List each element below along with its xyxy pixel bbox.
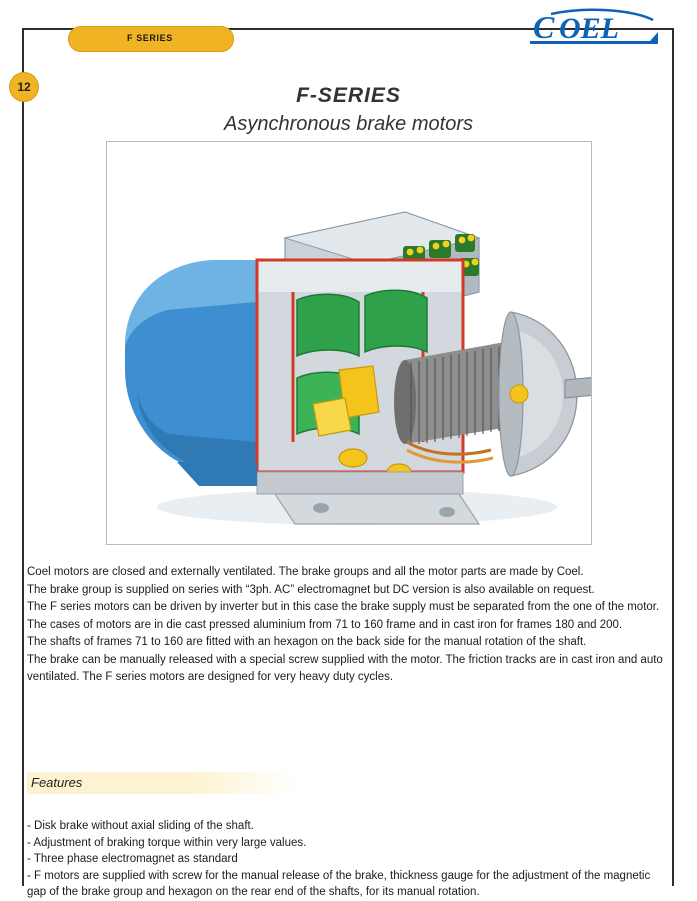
page-title: F-SERIES [296, 84, 401, 107]
page-number-label: 12 [17, 80, 31, 94]
description-paragraph-4: The cases of motors are in die cast pressed aluminium from 71 to 160 frame and in cast iron for frames 180 and 200. [27, 618, 623, 631]
description-text [27, 564, 667, 687]
features-heading-label: Features [31, 775, 83, 790]
features-item-1: - Disk brake without axial sliding of the shaft. [27, 820, 254, 832]
motor-cutaway-illustration [107, 142, 591, 544]
features-item-3: - Three phase electromagnet as standard [27, 853, 238, 865]
page-subtitle: Asynchronous brake motors [223, 113, 473, 135]
page-border-right [672, 28, 674, 886]
description-paragraph-1: Coel motors are closed and externally ventilated. The brake groups and all the motor parts are made by Coel. [27, 566, 584, 578]
coel-logo [525, 8, 675, 52]
series-tab [68, 26, 234, 52]
svg-text:OEL: OEL [559, 12, 619, 45]
features-item-2: - Adjustment of braking torque within very large values. [27, 836, 307, 849]
motor-cutaway-figure [106, 141, 592, 545]
features-list [27, 818, 667, 901]
svg-text:C: C [533, 9, 555, 45]
series-tab-label: F SERIES [127, 33, 173, 43]
description-paragraph-2: The brake group is supplied on series with “3ph. AC” electromagnet but DC version is also available on request. [27, 583, 595, 596]
features-item-4: - F motors are supplied with screw for the manual release of the brake, thickness gauge for the adjustment of the magnetic gap of the brake group and hexagon on the rear end of the shafts, for its manual rotation. [27, 869, 651, 898]
description-paragraph-5: The shafts of frames 71 to 160 are fitted with an hexagon on the back side for the manual rotation of the shaft. [27, 636, 587, 648]
description-paragraph-6: The brake can be manually released with a special screw supplied with the motor. The friction tracks are in cast iron and auto ventilated. The F series motors are designed for very heavy duty cycles. [27, 653, 663, 683]
features-heading [27, 772, 297, 794]
page-border-left [22, 28, 24, 886]
description-paragraph-3: The F series motors can be driven by inverter but in this case the brake supply must be separated from the one of the motor. [27, 601, 660, 613]
